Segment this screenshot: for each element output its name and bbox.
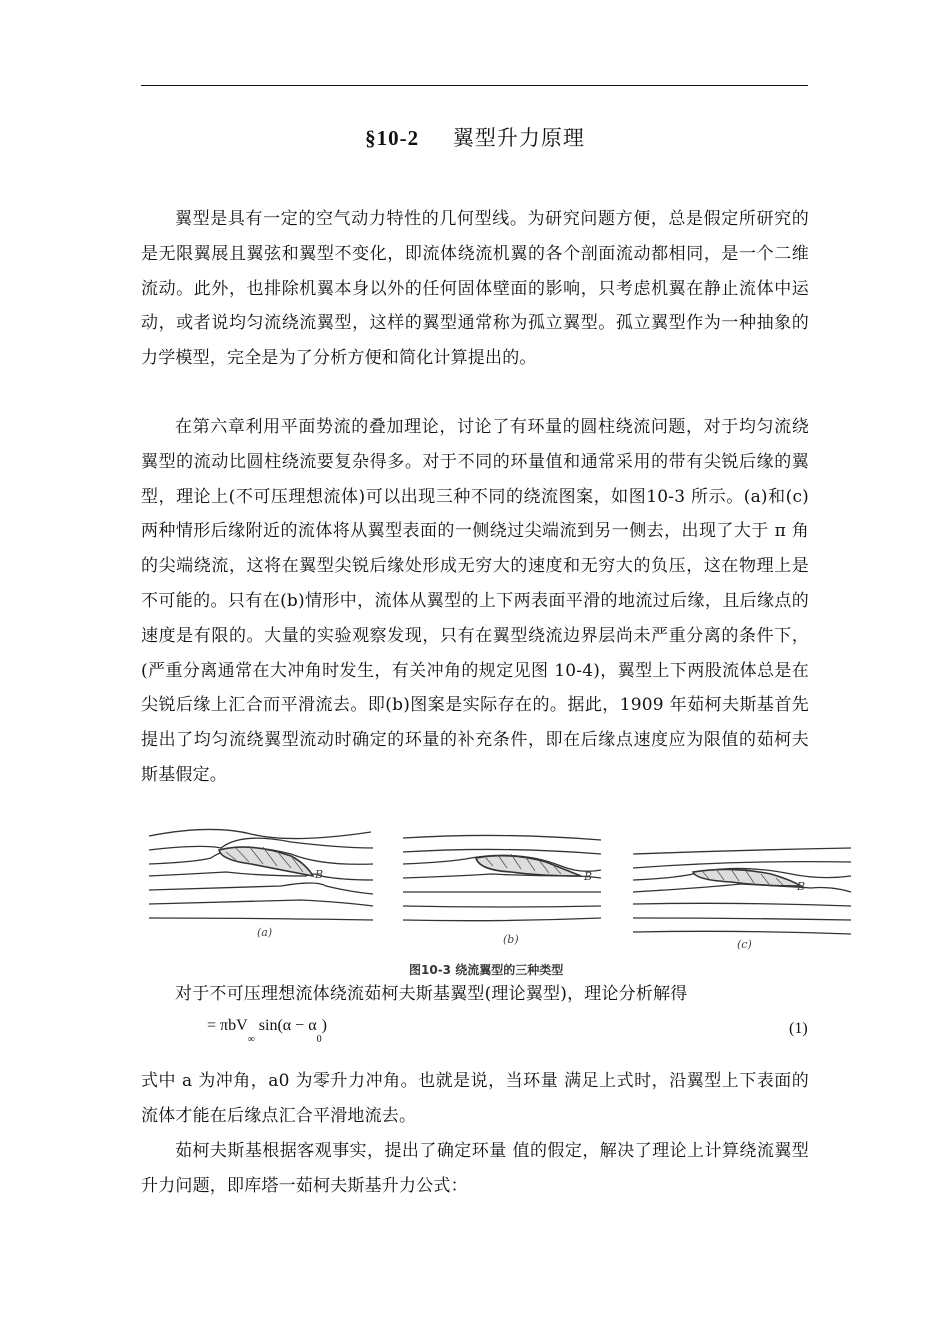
label-panel-c: (c)	[737, 938, 752, 951]
equation-body: = πbV	[207, 1017, 248, 1034]
paragraph-flow-patterns: 在第六章利用平面势流的叠加理论，讨论了有环量的圆柱绕流问题，对于均匀流绕翼型的流动比圆柱绕流要复杂得多。对于不同的环量值和通常采用的带有尖锐后缘的翼型，理论上(不可压理想流体)可以出现三种不同的绕流图案，如图10-3 所示。(a)和(c)两种情形后缘附近的流体将从翼型表面的一侧绕过尖端流到另一侧去，出现了大于 π 角的尖端绕流，这将在翼型尖锐后缘处形成无穷大的速度和无穷大的负压，这在物理上是不可能的。只有在(b)情形中，流体从翼型的上下两表面平滑的地流过后缘，且后缘点的速度是有限的。大量的实验观察发现，只有在翼型绕流边界层尚未严重分离的条件下，(严重分离通常在大冲角时发生，有关冲角的规定见图 10-4)，翼型上下两股流体总是在尖锐后缘上汇合而平滑流去。即(b)图案是实际存在的。据此，1909 年茹柯夫斯基首先提出了均匀流绕翼型流动时确定的环量的补充条件，即在后缘点速度应为限值的茹柯夫斯基假定。	[141, 417, 809, 785]
section-title: 翼型升力原理	[452, 126, 585, 150]
section-heading	[0, 122, 950, 152]
equation-func: sin(α − α	[254, 1017, 317, 1034]
equation-sub-infinity: ∞	[247, 1034, 255, 1045]
equation-close: )	[321, 1017, 327, 1034]
label-panel-a: (a)	[257, 926, 273, 939]
point-b-c: B	[797, 880, 806, 893]
airfoil-flow-diagram	[141, 814, 856, 984]
label-panel-b: (b)	[503, 933, 519, 946]
point-b-a: B	[315, 868, 324, 881]
equation-circulation	[207, 1017, 327, 1045]
paragraph-explanation: 式中 a 为冲角，a0 为零升力冲角。也就是说，当环量 满足上式时，沿翼型上下表面的流体才能在后缘点汇合平滑地流去。	[141, 1071, 809, 1126]
equation-sub-zero: 0	[316, 1034, 322, 1045]
paragraph-intro: 翼型是具有一定的空气动力特性的几何型线。为研究问题方便，总是假定所研究的是无限翼展且翼弦和翼型不变化，即流体绕流机翼的各个剖面流动都相同，是一个二维流动。此外，也排除机翼本身以外的任何固体壁面的影响，只考虑机翼在静止流体中运动，或者说均匀流绕流翼型，这样的翼型通常称为孤立翼型。孤立翼型作为一种抽象的力学模型，完全是为了分析方便和简化计算提出的。	[141, 209, 809, 369]
equation-number: (1)	[789, 1020, 808, 1037]
point-b-b: B	[584, 870, 593, 883]
paragraph-kutta: 茹柯夫斯基根据客观事实，提出了确定环量 值的假定，解决了理论上计算绕流翼型升力问题，即库塔一茹柯夫斯基升力公式：	[141, 1141, 809, 1196]
figure-airfoil-flows	[141, 814, 856, 984]
paragraph-theory: 对于不可压理想流体绕流茹柯夫斯基翼型(理论翼型)，理论分析解得	[175, 984, 688, 1004]
section-number: §10-2	[365, 126, 420, 150]
figure-caption: 图10-3 绕流翼型的三种类型	[409, 963, 564, 977]
header-rule	[141, 85, 808, 86]
